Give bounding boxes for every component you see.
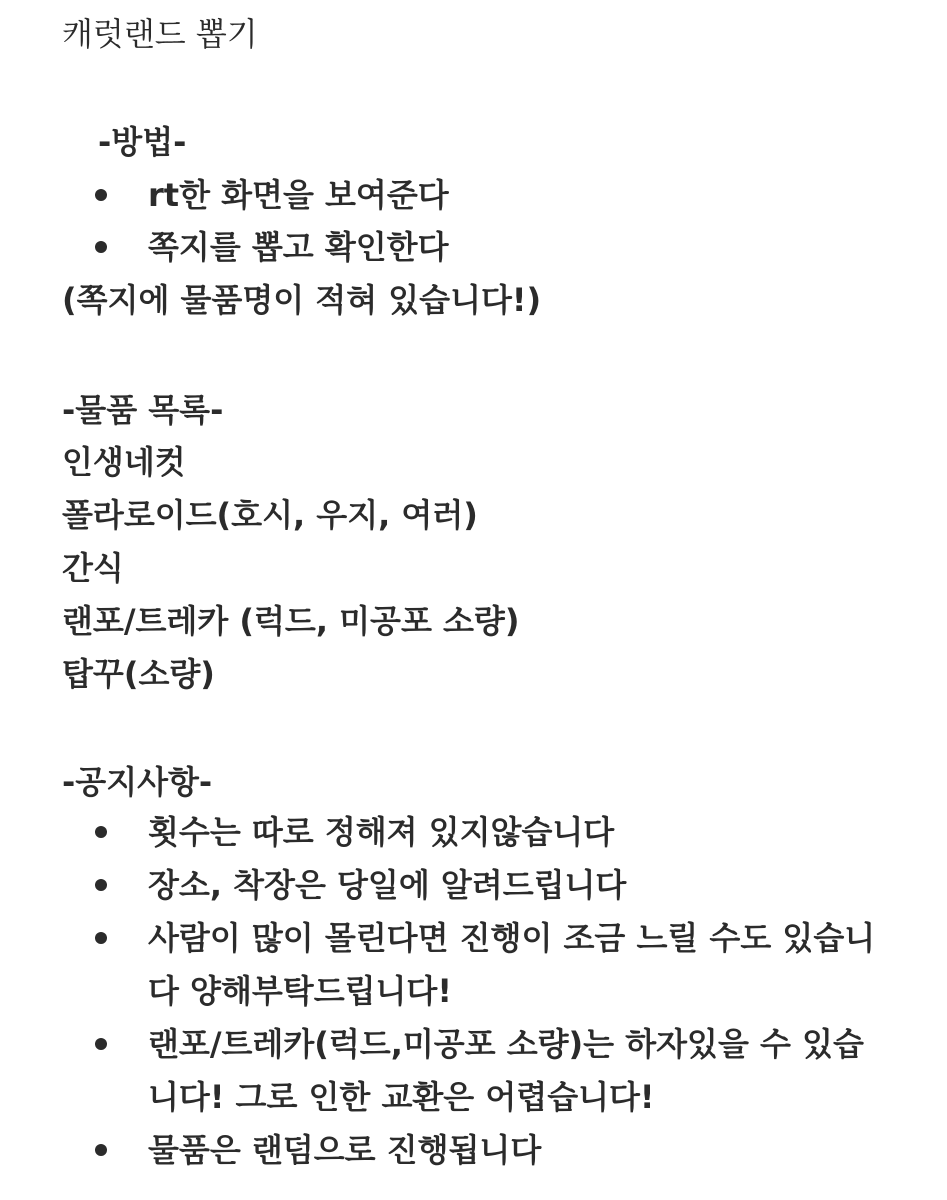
notice-bullet-3-line-1: 사람이 많이 몰린다면 진행이 조금 느릴 수도 있습니 bbox=[148, 919, 876, 957]
bullet-dot bbox=[95, 1144, 107, 1156]
notice-bullet-5: 물품은 랜덤으로 진행됩니다 bbox=[148, 1131, 542, 1169]
notice-bullet-1: 횟수는 따로 정해져 있지않습니다 bbox=[148, 813, 615, 851]
notice-bullet-4-line-2: 니다! 그로 인한 교환은 어렵습니다! bbox=[148, 1078, 655, 1116]
bullet-dot bbox=[95, 1038, 107, 1050]
method-bullet-1: rt한 화면을 보여준다 bbox=[148, 176, 449, 214]
notice-bullet-2: 장소, 착장은 당일에 알려드립니다 bbox=[148, 866, 627, 904]
bullet-dot bbox=[95, 826, 107, 838]
bullet-dot bbox=[95, 932, 107, 944]
item-4: 랜포/트레카 (럭드, 미공포 소량) bbox=[62, 602, 520, 640]
method-note: (쪽지에 물품명이 적혀 있습니다!) bbox=[62, 281, 542, 319]
bullet-dot bbox=[95, 241, 107, 253]
document-title: 캐럿랜드 뽑기 bbox=[62, 15, 258, 53]
method-bullet-2: 쪽지를 뽑고 확인한다 bbox=[148, 228, 449, 266]
item-1: 인생네컷 bbox=[62, 443, 186, 481]
method-heading: -방법- bbox=[98, 123, 187, 161]
bullet-dot bbox=[95, 189, 107, 201]
notice-heading: -공지사항- bbox=[62, 763, 213, 801]
bullet-dot bbox=[95, 879, 107, 891]
notice-bullet-4-line-1: 랜포/트레카(럭드,미공포 소량)는 하자있을 수 있습 bbox=[148, 1025, 864, 1063]
item-5: 탑꾸(소량) bbox=[62, 655, 215, 693]
item-2: 폴라로이드(호시, 우지, 여러) bbox=[62, 496, 478, 534]
notice-bullet-3-line-2: 다 양해부탁드립니다! bbox=[148, 972, 452, 1010]
items-heading: -물품 목록- bbox=[62, 391, 224, 429]
item-3: 간식 bbox=[62, 549, 124, 587]
